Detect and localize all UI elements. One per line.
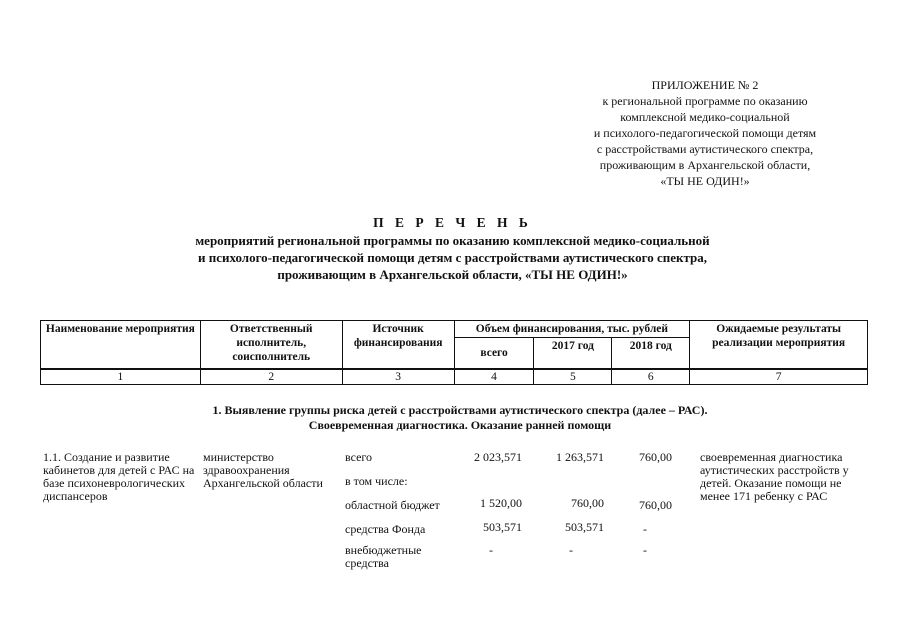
total-cell: 503,571 (483, 520, 522, 534)
header-table (40, 320, 868, 385)
item-result: своевременная диагностика аутистических расстройств у детей. Оказание помощи не менее 171 ребенку с РАС (700, 450, 849, 503)
appendix-line: комплексной медико-социальной (620, 110, 790, 124)
source-cell: внебюджетные средства (345, 543, 422, 570)
appendix-block (560, 77, 850, 189)
column-number: 2 (200, 369, 342, 385)
col-header-executor: Ответственный исполнитель, соисполнитель (200, 321, 342, 370)
source-cell: средства Фонда (345, 522, 426, 536)
column-number: 4 (454, 369, 534, 385)
column-number: 7 (690, 369, 868, 385)
item-name: 1.1. Создание и развитие кабинетов для детей с РАС на базе психоневрологических диспансеров (43, 450, 195, 503)
column-number: 3 (342, 369, 454, 385)
total-cell: 2 023,571 (474, 450, 522, 464)
appendix-line: к региональной программе по оказанию (602, 94, 808, 108)
y2018-cell: - (643, 543, 647, 557)
col-header-results: Ожидаемые результаты реализации мероприятия (690, 321, 868, 370)
col-header-source: Источник финансирования (342, 321, 454, 370)
item-executor: министерство здравоохранения Архангельской области (203, 450, 323, 490)
title-line: проживающим в Архангельской области, «ТЫ НЕ ОДИН!» (277, 267, 628, 282)
col-header-2018: 2018 год (612, 338, 690, 370)
total-cell: - (489, 543, 493, 557)
appendix-line: и психолого-педагогической помощи детям (593, 126, 817, 140)
y2017-cell: 760,00 (571, 496, 604, 510)
y2017-cell: 1 263,571 (556, 450, 604, 464)
title-heading: П Е Р Е Ч Е Н Ь (373, 215, 532, 230)
title-line: и психолого-педагогической помощи детям с расстройствами аутистического спектра, (197, 250, 707, 265)
document-title (80, 214, 825, 283)
source-cell: в том числе: (345, 474, 408, 488)
col-header-total: всего (454, 338, 534, 370)
y2018-cell: - (643, 522, 647, 536)
column-numbers-row (41, 369, 868, 385)
y2017-cell: 503,571 (565, 520, 604, 534)
y2018-cell: 760,00 (639, 450, 672, 464)
col-header-2017: 2017 год (534, 338, 612, 370)
total-cell: 1 520,00 (480, 496, 522, 510)
col-header-funding: Объем финансирования, тыс. рублей (454, 321, 690, 338)
appendix-line: ПРИЛОЖЕНИЕ № 2 (651, 78, 759, 92)
appendix-line: «ТЫ НЕ ОДИН!» (660, 174, 750, 188)
column-number: 1 (41, 369, 201, 385)
section-line: Своевременная диагностика. Оказание ранней помощи (308, 418, 612, 432)
y2017-cell: - (569, 543, 573, 557)
section-heading (140, 403, 780, 433)
source-cell: всего (345, 450, 373, 464)
col-header-name: Наименование мероприятия (41, 321, 201, 370)
column-number: 6 (612, 369, 690, 385)
source-cell: областной бюджет (345, 498, 440, 512)
section-line: 1. Выявление группы риска детей с расстройствами аутистического спектра (далее – РАС). (212, 403, 708, 417)
y2018-cell: 760,00 (639, 498, 672, 512)
appendix-line: проживающим в Архангельской области, (599, 158, 811, 172)
title-line: мероприятий региональной программы по оказанию комплексной медико-социальной (195, 233, 710, 248)
column-number: 5 (534, 369, 612, 385)
appendix-line: с расстройствами аутистического спектра, (596, 142, 814, 156)
